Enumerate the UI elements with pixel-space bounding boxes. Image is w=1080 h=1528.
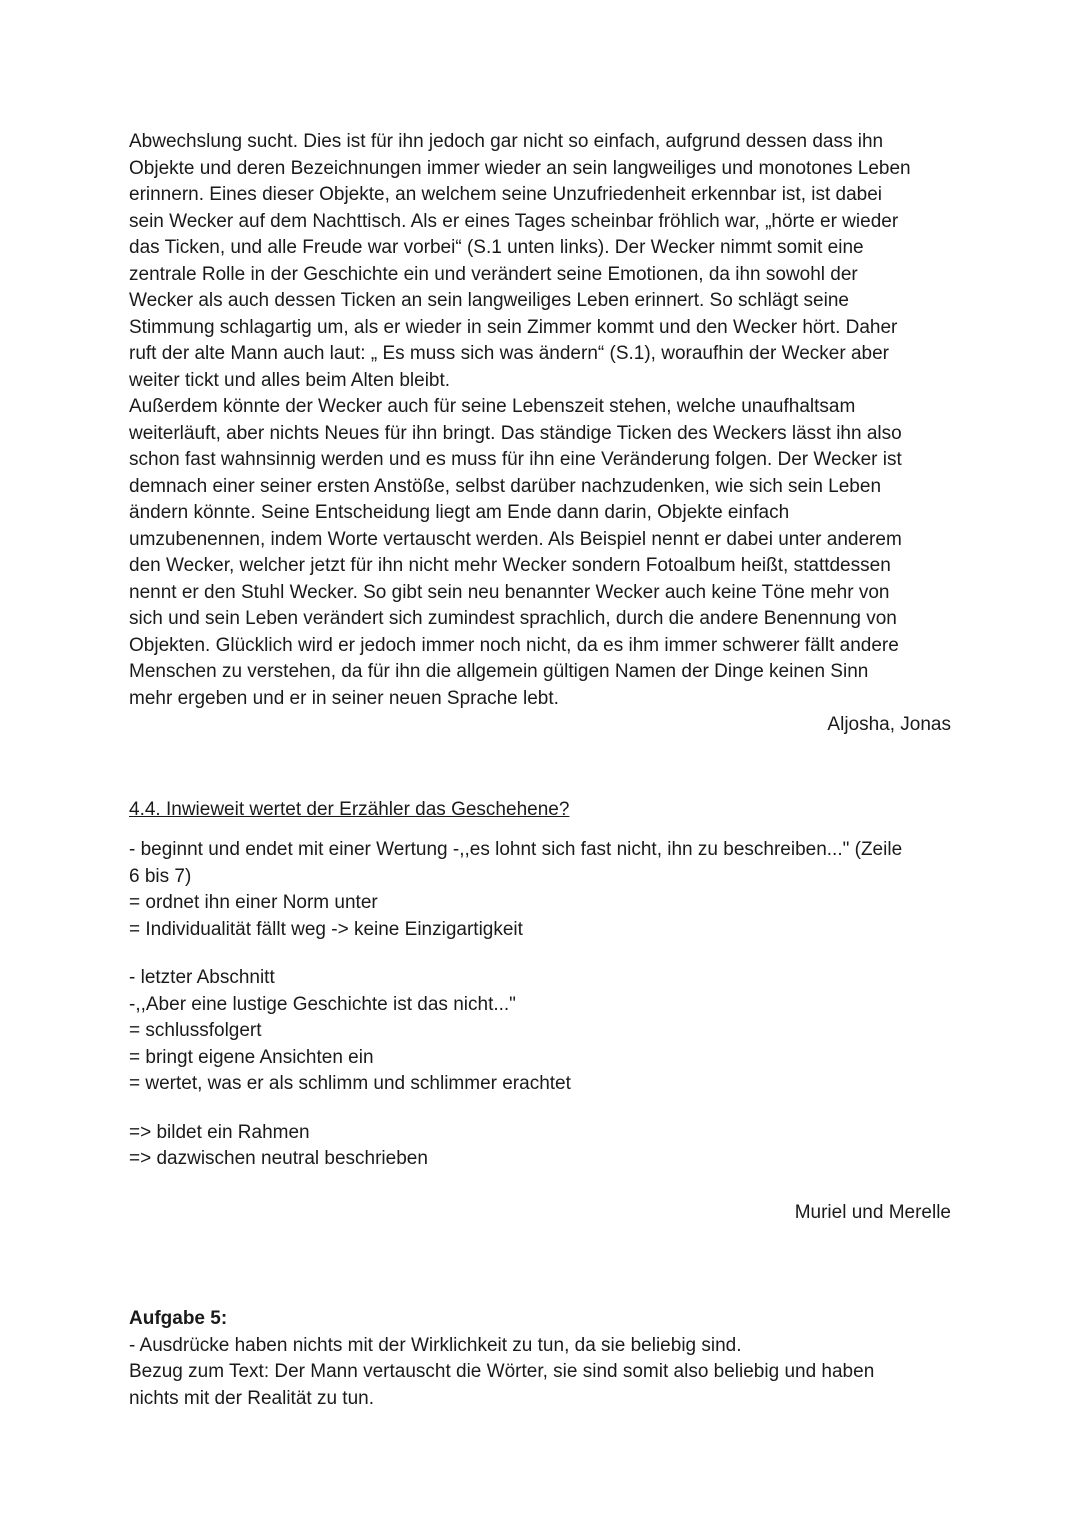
text-line: = schlussfolgert [129, 1020, 262, 1041]
text-line: mehr ergeben und er in seiner neuen Sprache lebt. [129, 687, 559, 709]
text-line: Menschen zu verstehen, da für ihn die allgemein gültigen Namen der Dinge keinen Sinn [129, 661, 869, 682]
text-line: = bringt eigene Ansichten ein [129, 1046, 374, 1068]
text-line: 6 bis 7) [129, 865, 192, 887]
text-line: erinnern. Eines dieser Objekte, an welchem seine Unzufriedenheit erkennbar ist, ist dabei [129, 184, 883, 205]
text-line: = ordnet ihn einer Norm unter [129, 892, 378, 913]
text-line: sich und sein Leben verändert sich zumindest sprachlich, durch die andere Benennung von [129, 608, 897, 629]
text-line: weiter tickt und alles beim Alten bleibt. [129, 369, 451, 391]
document-page [129, 129, 959, 1412]
text-line: = wertet, was er als schlimm und schlimmer erachtet [129, 1073, 571, 1094]
text-line: weiterläuft, aber nichts Neues für ihn bringt. Das ständige Ticken des Weckers lässt ihn also [129, 422, 902, 444]
text-line: Stimmung schlagartig um, als er wieder in sein Zimmer kommt und den Wecker hört. Daher [129, 316, 898, 338]
text-line: = Individualität fällt weg -> keine Einzigartigkeit [129, 918, 523, 940]
author-signature: Muriel und Merelle [794, 1201, 951, 1223]
text-line: - letzter Abschnitt [129, 967, 275, 988]
text-line: schon fast wahnsinnig werden und es muss für ihn eine Veränderung folgen. Der Wecker ist [129, 449, 902, 470]
paragraph-1 [129, 129, 959, 394]
text-line: umzubenennen, indem Worte vertauscht werden. Als Beispiel nennt er dabei unter anderem [129, 528, 902, 550]
text-line: Abwechslung sucht. Dies ist für ihn jedoch gar nicht so einfach, aufgrund dessen dass ihn [129, 131, 884, 152]
answer-block-2 [129, 965, 959, 1098]
text-line: - beginnt und endet mit einer Wertung -,,es lohnt sich fast nicht, ihn zu beschreiben..." (Zeile [129, 839, 903, 860]
text-line: sein Wecker auf dem Nachttisch. Als er eines Tages scheinbar fröhlich war, „hörte er wieder [129, 210, 899, 232]
text-line: das Ticken, und alle Freude war vorbei“ (S.1 unten links). Der Wecker nimmt somit eine [129, 237, 864, 258]
author-signature: Aljosha, Jonas [827, 714, 951, 735]
text-line: Bezug zum Text: Der Mann vertauscht die Wörter, sie sind somit also beliebig und haben [129, 1361, 875, 1382]
text-line: nichts mit der Realität zu tun. [129, 1387, 374, 1409]
text-line: Wecker als auch dessen Ticken an sein langweiliges Leben erinnert. So schlägt seine [129, 290, 849, 311]
text-line: zentrale Rolle in der Geschichte ein und verändert seine Emotionen, da ihn sowohl der [129, 263, 858, 285]
text-line: Außerdem könnte der Wecker auch für seine Lebenszeit stehen, welche unaufhaltsam [129, 396, 856, 417]
section-heading: 4.4. Inwieweit wertet der Erzähler das Geschehene? [129, 798, 570, 820]
text-line: Objekten. Glücklich wird er jedoch immer noch nicht, da es ihm immer schwerer fällt andere [129, 634, 899, 656]
text-line: den Wecker, welcher jetzt für ihn nicht mehr Wecker sondern Fotoalbum heißt, stattdessen [129, 555, 891, 576]
text-line: -,,Aber eine lustige Geschichte ist das nicht..." [129, 993, 516, 1015]
text-line: => bildet ein Rahmen [129, 1121, 310, 1143]
text-line: nennt er den Stuhl Wecker. So gibt sein neu benannter Wecker auch keine Töne mehr von [129, 581, 890, 603]
text-line: ruft der alte Mann auch laut: „ Es muss sich was ändern“ (S.1), woraufhin der Wecker aber [129, 343, 889, 364]
paragraph-2 [129, 394, 959, 712]
text-line: demnach einer seiner ersten Anstöße, selbst darüber nachzudenken, wie sich sein Leben [129, 475, 882, 497]
text-line: => dazwischen neutral beschrieben [129, 1148, 428, 1169]
task-heading: Aufgabe 5: [129, 1308, 228, 1329]
answer-block-3 [129, 1120, 959, 1173]
answer-block-4 [129, 1333, 959, 1413]
text-line: - Ausdrücke haben nichts mit der Wirklichkeit zu tun, da sie beliebig sind. [129, 1334, 742, 1356]
text-line: ändern könnte. Seine Entscheidung liegt am Ende dann darin, Objekte einfach [129, 502, 790, 523]
answer-block-1 [129, 837, 959, 943]
text-line: Objekte und deren Bezeichnungen immer wieder an sein langweiliges und monotones Leben [129, 157, 911, 179]
